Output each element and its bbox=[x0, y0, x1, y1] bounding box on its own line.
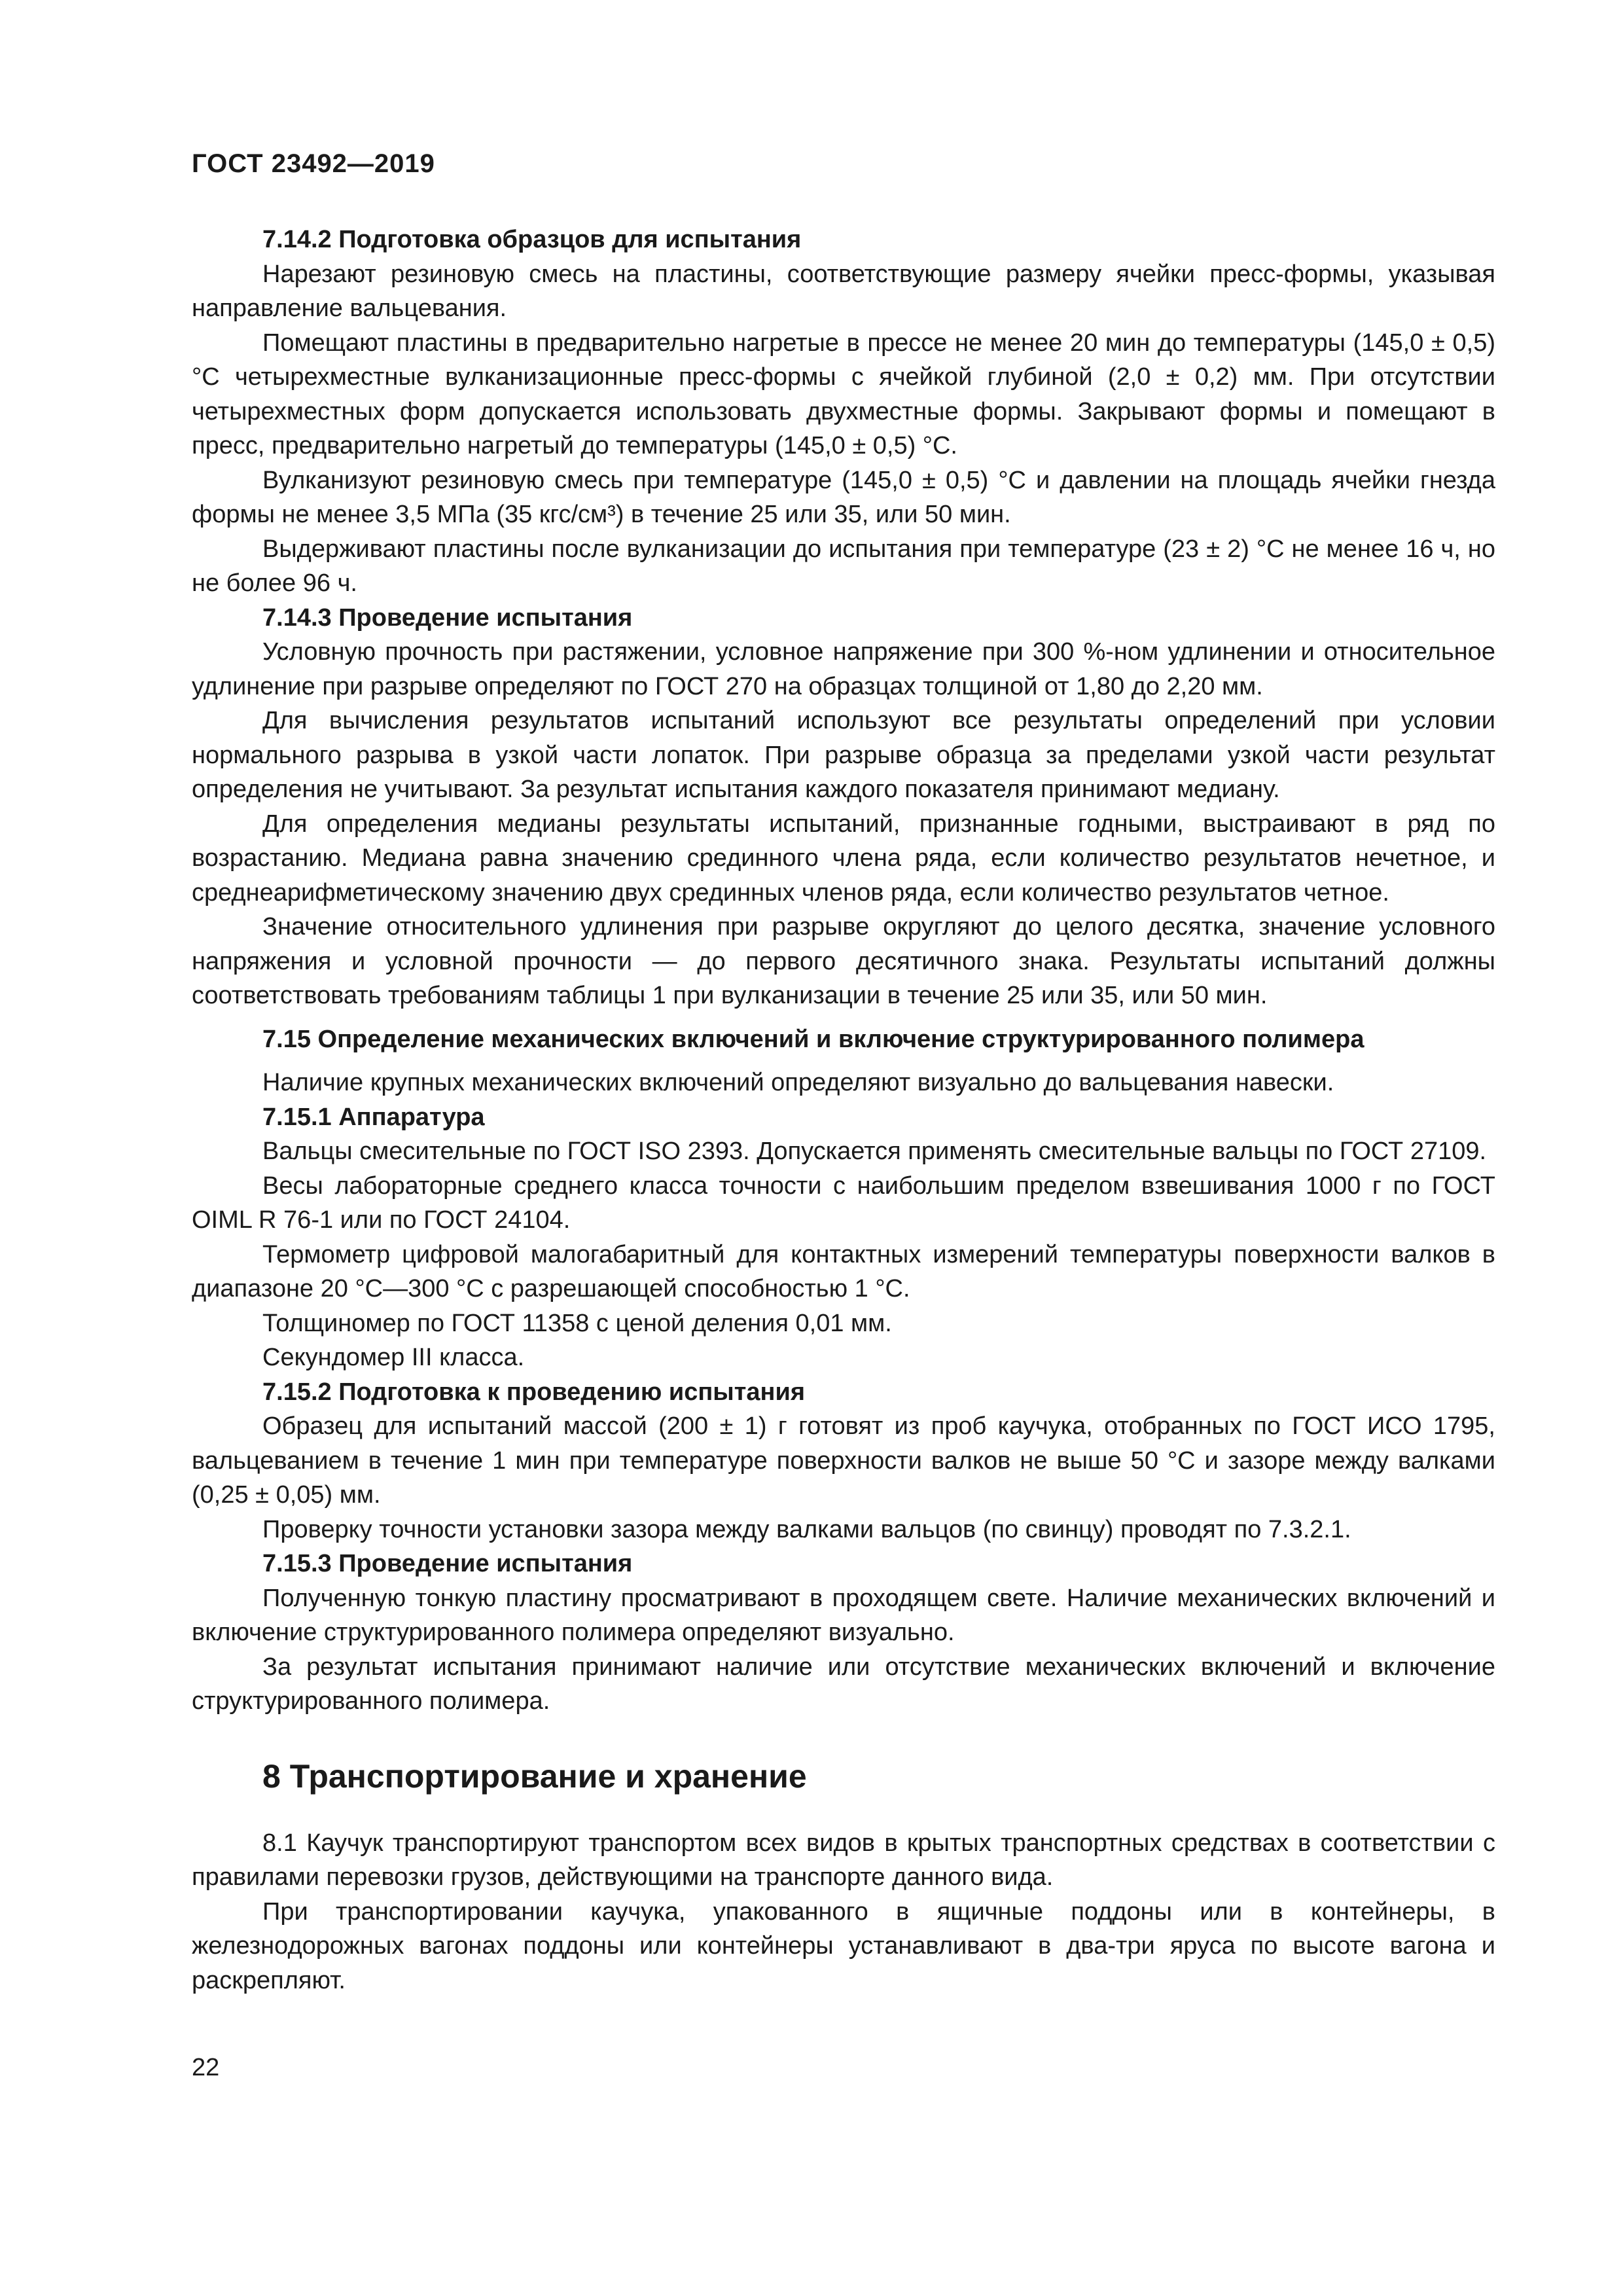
page-number: 22 bbox=[192, 2054, 220, 2081]
paragraph: Толщиномер по ГОСТ 11358 с ценой деления 0,01 мм. bbox=[262, 1309, 892, 1337]
paragraph: Проверку точности установки зазора между валками вальцов (по свинцу) проводят по 7.3.2.1. bbox=[262, 1515, 1351, 1543]
subsection-heading: 7.15.1 Аппаратура bbox=[262, 1103, 485, 1131]
paragraph: Весы лабораторные среднего класса точности с наибольшим пределом взвешивания 1000 г по ГОСТ OIML R 76-1 или по ГОСТ 24104. bbox=[192, 1172, 1495, 1234]
paragraph: Условную прочность при растяжении, условное напряжение при 300 %-ном удлинении и относительное удлинение при разрыве определяют по ГОСТ 270 на образцах толщиной от 1,80 до 2,20 мм. bbox=[192, 638, 1495, 700]
paragraph: Образец для испытаний массой (200 ± 1) г готовят из проб каучука, отобранных по ГОСТ ИСО 1795, вальцеванием в течение 1 мин при температуре поверхности валков не выше 50 °С и зазоре между валками (0,25 ± 0,05) мм. bbox=[192, 1412, 1495, 1509]
paragraph: Значение относительного удлинения при разрыве округляют до целого десятка, значение условного напряжения и условной прочности — до первого десятичного знака. Результаты испытаний должны соответствовать требованиям таблицы 1 при вулканизации в течение 25 или 35, или 50 мин. bbox=[192, 913, 1495, 1009]
paragraph: Для вычисления результатов испытаний используют все результаты определений при условии нормального разрыва в узкой части лопаток. При разрыве образца за пределами узкой части результат определения не учитывают. За результат испытания каждого показателя принимают медиану. bbox=[192, 707, 1495, 803]
subsection-heading: 7.15.2 Подготовка к проведению испытания bbox=[262, 1378, 805, 1406]
paragraph: Помещают пластины в предварительно нагретые в прессе не менее 20 мин до температуры (145,0 ± 0,5) °С четырехместные вулканизационные пресс-формы с ячейкой глубиной (2,0 ± 0,2) мм. При отсутствии четырехместных форм допускается использовать двухместные формы. Закрывают формы и помещают в пресс, предварительно нагретый до температуры (145,0 ± 0,5) °С. bbox=[192, 329, 1495, 459]
paragraph: Выдерживают пластины после вулканизации до испытания при температуре (23 ± 2) °С не менее 16 ч, но не более 96 ч. bbox=[192, 535, 1495, 597]
paragraph: При транспортировании каучука, упакованного в ящичные поддоны или в контейнеры, в железнодорожных вагонах поддоны или контейнеры устанавливают в два-три яруса по высоте вагона и раскрепляют. bbox=[192, 1897, 1495, 1994]
document-body bbox=[192, 223, 1495, 1998]
section-heading-7-15: 7.15 Определение механических включений и включение структурированного полимера bbox=[262, 1025, 1364, 1053]
paragraph: 8.1 Каучук транспортируют транспортом всех видов в крытых транспортных средствах в соответствии с правилами перевозки грузов, действующими на транспорте данного вида. bbox=[192, 1829, 1495, 1891]
paragraph: Наличие крупных механических включений определяют визуально до вальцевания навески. bbox=[262, 1069, 1334, 1096]
paragraph: Термометр цифровой малогабаритный для контактных измерений температуры поверхности валков в диапазоне 20 °С—300 °С с разрешающей способностью 1 °С. bbox=[192, 1240, 1495, 1302]
subsection-heading: 7.14.2 Подготовка образцов для испытания bbox=[262, 226, 802, 253]
document-header: ГОСТ 23492—2019 bbox=[192, 149, 435, 178]
paragraph: Нарезают резиновую смесь на пластины, соответствующие размеру ячейки пресс-формы, указывая направление вальцевания. bbox=[192, 260, 1495, 322]
paragraph: За результат испытания принимают наличие или отсутствие механических включений и включение структурированного полимера. bbox=[192, 1653, 1495, 1715]
subsection-heading: 7.14.3 Проведение испытания bbox=[262, 603, 633, 632]
paragraph: Вальцы смесительные по ГОСТ ISO 2393. Допускается применять смесительные вальцы по ГОСТ 27109. bbox=[262, 1138, 1487, 1165]
paragraph: Полученную тонкую пластину просматривают в проходящем свете. Наличие механических включений и включение структурированного полимера определяют визуально. bbox=[192, 1584, 1495, 1646]
subsection-heading: 7.15.3 Проведение испытания bbox=[262, 1550, 633, 1577]
paragraph: Секундомер III класса. bbox=[262, 1344, 525, 1371]
paragraph: Для определения медианы результаты испытаний, признанные годными, выстраивают в ряд по возрастанию. Медиана равна значению срединного члена ряда, если количество результатов нечетное, и среднеарифметическому значению двух срединных членов ряда, если количество результатов четное. bbox=[192, 810, 1495, 906]
section-heading-8: 8 Транспортирование и хранение bbox=[262, 1757, 807, 1795]
paragraph: Вулканизуют резиновую смесь при температуре (145,0 ± 0,5) °С и давлении на площадь ячейки гнезда формы не менее 3,5 МПа (35 кгс/см³) в течение 25 или 35, или 50 мин. bbox=[192, 466, 1495, 528]
